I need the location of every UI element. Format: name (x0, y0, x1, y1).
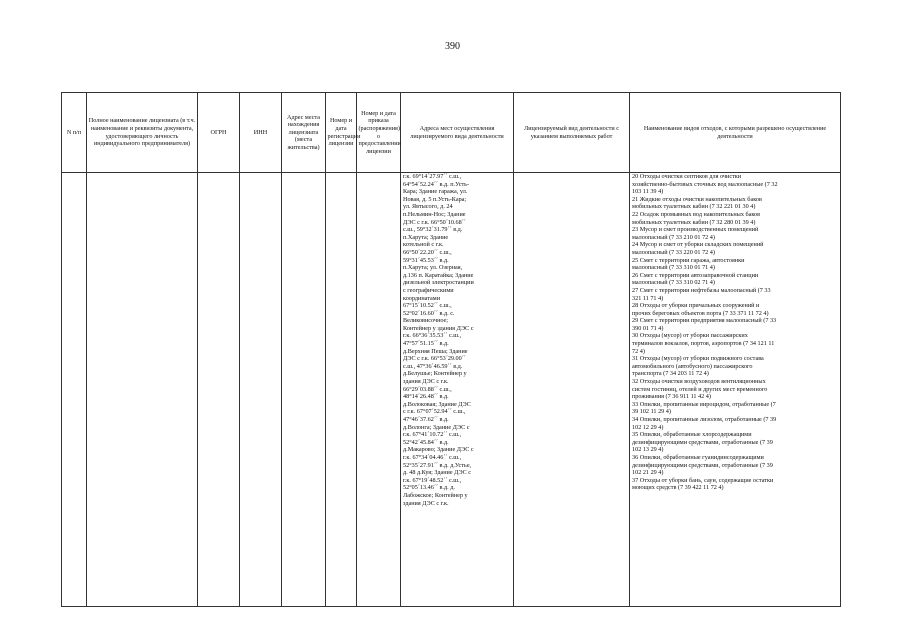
cell-license-number-date (326, 173, 357, 607)
address-line: координатами (403, 294, 441, 302)
address-line: 66°29´03.88´´ с.ш., (403, 385, 452, 393)
waste-line: малоопасный (7 33 220 01 72 4) (632, 248, 715, 256)
waste-line: транспорта (7 34 203 11 72 4) (632, 370, 709, 378)
address-line: 52°42´45.84´´ в.д. (403, 438, 449, 446)
col-header-activity-addresses: Адреса мест осуществления лицензируемого вида деятельности (401, 93, 514, 173)
waste-line: проживания (7 36 911 11 42 4) (632, 393, 711, 401)
cell-ogrn (198, 173, 240, 607)
waste-line: терминалов вокзалов, портов, аэропортов (7 34 121 11 (632, 340, 775, 348)
table-row (62, 173, 841, 607)
cell-activity-addresses (401, 173, 514, 607)
waste-line: 36 Опилки, обработанные гуанидинсодержащими (632, 453, 764, 461)
address-line: 48°14´26.48´´ в.д. (403, 393, 449, 401)
waste-line: малоопасный (7 33 310 01 71 4) (632, 264, 715, 272)
col-header-ogrn: ОГРН (198, 93, 240, 173)
col-header-licensee-name: Полное наименование лицензиата (в т.ч. наименование и реквизиты документа, удостоверяющего личность индивидуального предпринимателя) (87, 93, 198, 173)
address-line: котельной с г.к. (403, 241, 444, 249)
address-line: ул. Явтысого, д. 24 (403, 203, 453, 211)
col-header-licensed-activity: Лицензируемый вид деятельности с указанием выполняемых работ (514, 93, 630, 173)
cell-inn (240, 173, 282, 607)
address-line: д.Белушье; Контейнер у (403, 370, 467, 378)
waste-line: дезинфицирующими средствами, отработанные (7 39 (632, 438, 773, 446)
address-line: здания ДЭС с г.к. (403, 499, 449, 507)
waste-line: 23 Мусор и смет производственных помещений (632, 226, 759, 234)
col-header-number: N п/п (62, 93, 87, 173)
waste-line: 21 Жидкие отходы очистки накопительных баков (632, 195, 762, 203)
address-line: здания ДЭС с г.к. (403, 378, 449, 386)
waste-line: 39 102 11 29 4) (632, 408, 671, 416)
waste-line: 33 Опилки, пропитанные вироцидом, отработанные (7 (632, 400, 776, 408)
address-line: Лабожское; Контейнер у (403, 491, 468, 499)
address-line: ДЭС с г.к. 66°53´29.00´´ (403, 355, 466, 363)
cell-number (62, 173, 87, 607)
waste-line: 72 4) (632, 347, 645, 355)
address-line: Контейнер у здания ДЭС с (403, 324, 474, 332)
waste-line: систем гостиниц, отелей и других мест временного (632, 385, 768, 393)
address-line: Великовисочное; (403, 317, 449, 325)
address-line: 52°05´13.46´´ в.д. д. (403, 484, 455, 492)
waste-line: 32 Отходы очистки воздуховодов вентиляционных (632, 378, 766, 386)
waste-line: 390 01 71 4) (632, 324, 664, 332)
address-line: ДЭС с г.к. 66°50´10.68´´ (403, 218, 466, 226)
license-register-table (61, 92, 841, 607)
waste-line: 103 11 39 4) (632, 188, 664, 196)
waste-line: автомобильного (автобусного) пассажирского (632, 362, 753, 370)
waste-line: прочих береговых объектов порта (7 33 371 11 72 4) (632, 309, 769, 317)
address-line: п.Нельмин-Нос; Здание (403, 210, 466, 218)
waste-line: малоопасный (7 33 310 02 71 4) (632, 279, 715, 287)
waste-line: хозяйственно-бытовых сточных вод малоопасные (7 32 (632, 180, 778, 188)
address-line: п.Харута; Здание (403, 233, 449, 241)
address-line: 47°57´51.15´´ в.д. (403, 340, 449, 348)
address-line: д.Макарово; Здание ДЭС с (403, 446, 474, 454)
waste-line: 28 Отходы от уборки причальных сооружений и (632, 302, 760, 310)
cell-licensee-address (282, 173, 326, 607)
waste-line: 22 Осадок промывных вод накопительных баков (632, 210, 761, 218)
address-line: г.к. 67°34´04.46´´ с.ш., (403, 453, 462, 461)
address-line: Новая, д. 5 п.Усть-Кара; (403, 195, 467, 203)
address-line: 59°31´45.53´´ в.д. (403, 256, 449, 264)
waste-line: 20 Отходы очистки септиков для очистки (632, 173, 742, 180)
address-line: с.ш., 59°32´31.79´´ в.д. (403, 226, 463, 234)
col-header-license-number-date: Номер и дата регистрации лицензии (326, 93, 357, 173)
table-header-row (62, 93, 841, 173)
address-line: г.к. 67°19´48.52´´ с.ш., (403, 476, 462, 484)
address-line: 52°02´16.60´´ в.д. с. (403, 309, 455, 317)
waste-line: 26 Смет с территории автозаправочной станции (632, 271, 759, 279)
address-line: д.Волоковая; Здание ДЭС (403, 400, 471, 408)
address-line: г.к. 66°36´35.53´´ с.ш., (403, 332, 462, 340)
address-line: д.Волонга; Здание ДЭС с (403, 423, 470, 431)
waste-line: 102 13 29 4) (632, 446, 664, 454)
waste-line: 34 Опилки, пропитанные лизолом, отработанные (7 39 (632, 416, 777, 423)
col-header-inn: ИНН (240, 93, 282, 173)
address-line: дизельной электростанции (403, 279, 474, 287)
waste-line: малоопасный (7 33 210 01 72 4) (632, 233, 715, 241)
address-line: д.136 п. Каратайка; Здание (403, 271, 474, 279)
address-line: п.Харута; ул. Озерная, (403, 264, 463, 272)
waste-line: моющих средств (7 39 422 11 72 4) (632, 484, 724, 492)
waste-line: 321 11 71 4) (632, 294, 664, 302)
col-header-order-number-date: Номер и дата приказа (распоряжения) о предоставлении лицензии (357, 93, 401, 173)
cell-order-number-date (357, 173, 401, 607)
address-line: д.Верхняя Пеша; Здание (403, 347, 468, 355)
address-line: 64°54´52.24´´ в.д. п.Усть- (403, 180, 470, 188)
waste-line: дезинфицирующими средствами, отработанные (7 39 (632, 461, 773, 469)
cell-licensed-activity (514, 173, 630, 607)
address-line: Кара; Здание гаража, ул. (403, 188, 468, 196)
col-header-waste-types: Наименование видов отходов, с которыми разрешено осуществление деятельности (630, 93, 841, 173)
waste-line: 102 12 29 4) (632, 423, 664, 431)
waste-line: мобильных туалетных кабин (7 32 221 01 30 4) (632, 203, 756, 211)
waste-line: 29 Смет с территории предприятия малоопасный (7 33 (632, 317, 777, 325)
waste-line: 24 Мусор и смет от уборки складских помещений (632, 241, 764, 249)
address-line: г.к. 69°14´27.97´´ с.ш., (403, 173, 462, 180)
cell-licensee-name (87, 173, 198, 607)
waste-line: мобильных туалетных кабин (7 32 280 01 39 4) (632, 218, 756, 226)
address-line: д. 48 д.Куя; Здание ДЭС с (403, 469, 472, 477)
address-line: 67°15´10.52´´ с.ш., (403, 302, 452, 310)
address-line: 66°50´22.20´´ с.ш., (403, 248, 452, 256)
waste-line: 25 Смет с территории гаража, автостоянки (632, 256, 745, 264)
address-line: с.ш., 47°36´46.59´´ в.д. (403, 362, 463, 370)
waste-line: 102 21 29 4) (632, 469, 664, 477)
waste-line: 27 Смет с территории нефтебазы малоопасный (7 33 (632, 286, 771, 294)
page-number: 390 (445, 41, 460, 52)
address-line: с географическими (403, 286, 454, 294)
waste-line: 35 Опилки, обработанные хлорсодержащими (632, 431, 752, 439)
cell-waste-types (630, 173, 841, 607)
address-line: 52°35´27.91´´ в.д. д.Устье, (403, 461, 472, 469)
waste-line: 30 Отходы (мусор) от уборки пассажирских (632, 332, 748, 340)
col-header-licensee-address: Адрес места нахождения лицензиата (места жительства) (282, 93, 326, 173)
waste-line: 37 Отходы от уборки бань, саун, содержащие остатки (632, 476, 774, 484)
address-line: 47°46´37.62´´ в.д. (403, 416, 449, 423)
address-line: с г.к. 67°07´52.94´´ с.ш., (403, 408, 466, 416)
address-line: г.к. 67°41´10.72´´ с.ш., (403, 431, 462, 439)
waste-line: 31 Отходы (мусор) от уборки подвижного состава (632, 355, 764, 363)
